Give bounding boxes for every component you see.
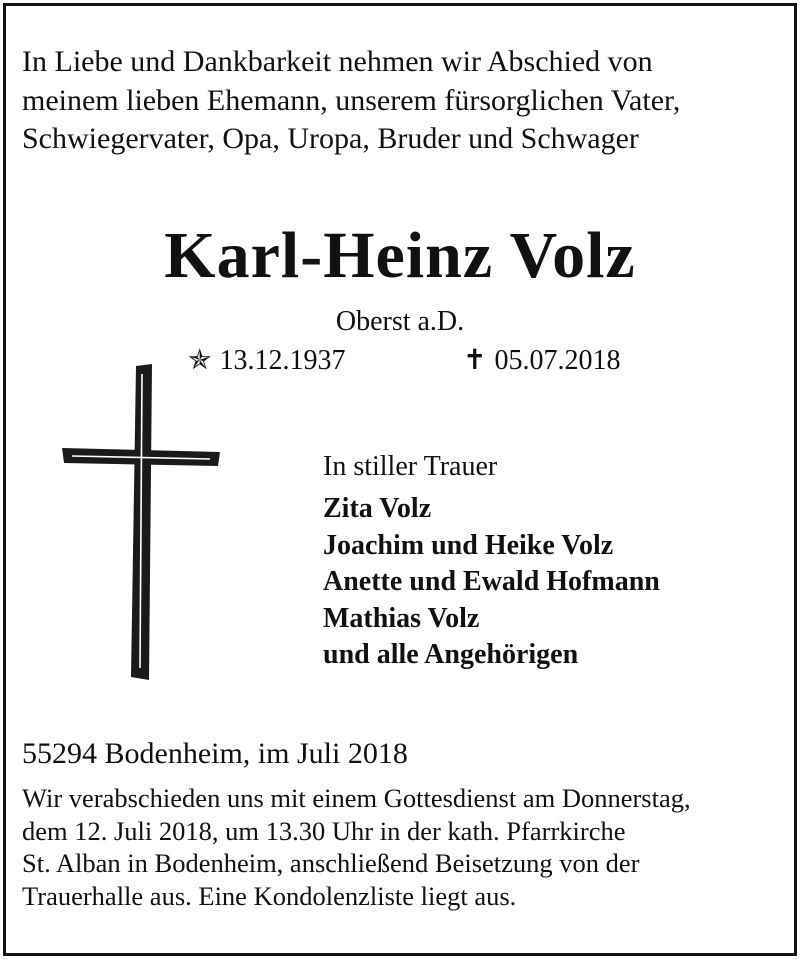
mourner-name: und alle Angehörigen <box>323 639 579 670</box>
star-icon: ✯ <box>188 345 212 376</box>
mourner-name: Anette und Ewald Hofmann <box>323 566 660 597</box>
service-line: St. Alban in Bodenheim, anschließend Beisetzung von der <box>22 848 640 878</box>
service-line: Trauerhalle aus. Eine Kondolenzliste liegt aus. <box>22 880 517 911</box>
death-date-line <box>463 343 620 379</box>
mourner-name: Mathias Volz <box>323 602 480 634</box>
mourner-name: Zita Volz <box>323 493 432 524</box>
intro-line: meinem lieben Ehemann, unserem fürsorglichen Vater, <box>22 83 681 117</box>
intro-text <box>22 43 680 159</box>
cross-icon <box>60 360 222 680</box>
mourners-list <box>323 491 660 674</box>
deceased-rank: Oberst a.D. <box>335 306 465 337</box>
birth-date: 13.12.1937 <box>219 345 346 376</box>
place-and-date: 55294 Bodenheim, im Juli 2018 <box>22 737 408 770</box>
intro-line: Schwiegervater, Opa, Uropa, Bruder und Schwager <box>22 122 639 155</box>
service-line: Wir verabschieden uns mit einem Gottesdienst am Donnerstag, <box>22 783 691 813</box>
death-date: 05.07.2018 <box>494 345 621 376</box>
deceased-name: Karl-Heinz Volz <box>164 219 636 292</box>
intro-line: In Liebe und Dankbarkeit nehmen wir Abschied von <box>22 45 653 78</box>
service-line: dem 12. Juli 2018, um 13.30 Uhr in der kath. Pfarrkirche <box>22 815 626 846</box>
mourner-name: Joachim und Heike Volz <box>323 529 614 561</box>
service-info <box>22 782 691 912</box>
dagger-cross-icon: ✝ <box>463 345 487 376</box>
mourning-heading: In stiller Trauer <box>323 451 498 482</box>
